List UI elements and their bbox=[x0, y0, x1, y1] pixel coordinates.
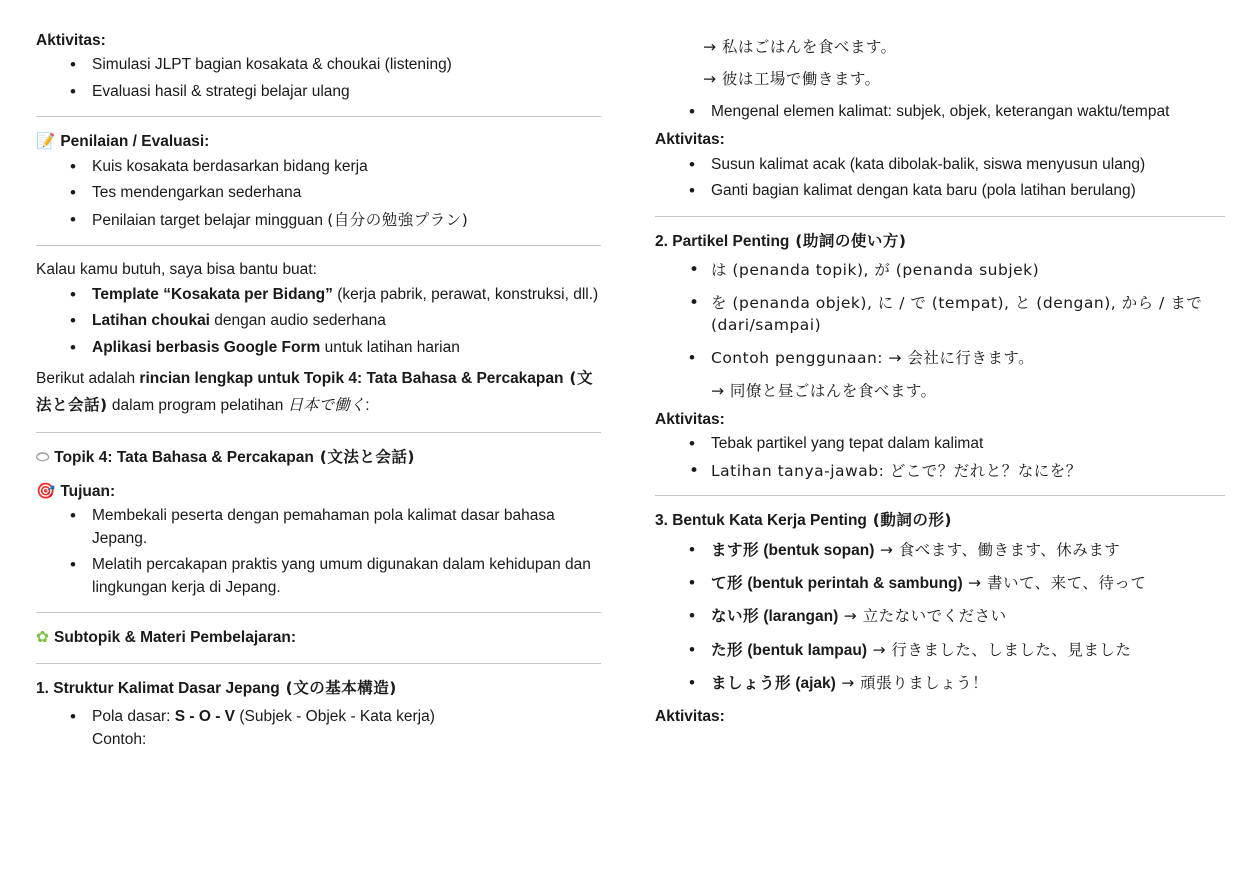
section-1-title-jp: (文の基本構造) bbox=[279, 678, 397, 697]
berikut-mid: dalam program pelatihan bbox=[107, 397, 288, 415]
list-item: • は (penanda topik), が (penanda subjek) bbox=[689, 259, 1225, 281]
topik-heading bbox=[36, 446, 601, 469]
topik-heading-label: Topik 4: Tata Bahasa & Percakapan bbox=[54, 449, 314, 467]
list-item-text: Penilaian target belajar mingguan bbox=[92, 211, 328, 229]
aktivitas-heading-2: Aktivitas: bbox=[655, 410, 725, 428]
verb-form-label: (ajak) bbox=[791, 675, 836, 693]
section-2-title bbox=[655, 230, 1225, 253]
section-1-title-label: 1. Struktur Kalimat Dasar Jepang bbox=[36, 679, 280, 697]
verb-form-label: (bentuk sopan) bbox=[759, 541, 875, 559]
aktivitas-list bbox=[36, 54, 601, 103]
list-item: • Melatih percakapan praktis yang umum digunakan dalam kehidupan dan lingkungan kerja di Jepang. bbox=[70, 554, 601, 599]
tujuan-heading bbox=[36, 480, 601, 503]
berikut-bold-jp: (文法と会話) bbox=[36, 369, 593, 415]
elemen-list bbox=[655, 101, 1225, 123]
left-column bbox=[0, 0, 625, 873]
section-3-title-label: 3. Bentuk Kata Kerja Penting bbox=[655, 512, 867, 530]
verb-form-label: (bentuk lampau) bbox=[743, 641, 868, 659]
tujuan-heading-label: Tujuan: bbox=[60, 482, 116, 500]
list-item bbox=[689, 672, 1225, 695]
aktivitas-list-1 bbox=[655, 154, 1225, 203]
section-2-title-label: 2. Partikel Penting bbox=[655, 232, 790, 250]
section-3-title bbox=[655, 509, 1225, 532]
subtopik-heading bbox=[36, 626, 601, 649]
offer-item-bold: Aplikasi berbasis Google Form bbox=[92, 338, 321, 356]
verb-form-examples: → 立たないでください bbox=[838, 607, 1007, 626]
divider bbox=[36, 663, 601, 664]
verb-form-jp: ます形 bbox=[711, 540, 760, 559]
penilaian-list bbox=[36, 156, 601, 232]
list-item: • Membekali peserta dengan pemahaman pola kalimat dasar bahasa Jepang. bbox=[70, 505, 601, 550]
list-item: • Kuis kosakata berdasarkan bidang kerja bbox=[70, 156, 601, 178]
list-item bbox=[689, 639, 1225, 662]
example-line-2: → 彼は工場で働きます。 bbox=[703, 70, 881, 89]
penilaian-heading bbox=[36, 130, 601, 153]
list-item bbox=[70, 310, 601, 332]
list-item bbox=[689, 572, 1225, 595]
divider bbox=[36, 432, 601, 433]
verb-form-examples: → 書いて、来て、待って bbox=[962, 573, 1147, 592]
japanese-text: (自分の勉強プラン) bbox=[327, 210, 469, 229]
right-column bbox=[625, 0, 1251, 873]
list-item: • Simulasi JLPT bagian kosakata & choukai (listening) bbox=[70, 54, 601, 76]
verb-form-jp: て形 bbox=[711, 573, 744, 592]
aktivitas-heading-3: Aktivitas: bbox=[655, 707, 725, 725]
berikut-paragraph bbox=[36, 365, 601, 419]
penilaian-heading-label: Penilaian / Evaluasi: bbox=[60, 133, 210, 151]
aktivitas-list-2 bbox=[655, 433, 1225, 482]
sub-example: → 同僚と昼ごはんを食べます。 bbox=[711, 382, 937, 401]
subtopik-heading-label: Subtopik & Materi Pembelajaran: bbox=[54, 629, 297, 647]
verb-form-jp: ましょう形 bbox=[711, 674, 792, 693]
list-item: • Susun kalimat acak (kata dibolak-balik, siswa menyusun ulang) bbox=[689, 154, 1225, 176]
list-item-text: Contoh penggunaan: → 会社に行きます。 bbox=[711, 348, 1035, 367]
example-line-1: → 私はごはんを食べます。 bbox=[703, 38, 897, 56]
section-1-title bbox=[36, 677, 601, 700]
pola-dasar-rest: (Subjek - Objek - Kata kerja) bbox=[235, 708, 435, 726]
flower-icon: ✿ bbox=[36, 628, 49, 647]
contoh-label: Contoh: bbox=[92, 730, 147, 748]
offer-item-rest: (kerja pabrik, perawat, konstruksi, dll.) bbox=[332, 285, 599, 303]
memo-icon: 📝 bbox=[36, 132, 56, 151]
offer-item-bold: Template “Kosakata per Bidang” bbox=[92, 285, 333, 303]
aktivitas-heading: Aktivitas: bbox=[36, 32, 106, 49]
verb-form-jp: た形 bbox=[711, 640, 744, 659]
list-item bbox=[70, 706, 601, 751]
list-item: • Mengenal elemen kalimat: subjek, objek, keterangan waktu/tempat bbox=[689, 101, 1225, 123]
verb-form-examples: → 行きました、しました、見ました bbox=[867, 640, 1132, 659]
section-1-list bbox=[36, 706, 601, 751]
section-2-list bbox=[655, 259, 1225, 402]
list-item bbox=[70, 284, 601, 306]
aktivitas-heading-1: Aktivitas: bbox=[655, 131, 725, 149]
berikut-bold: rincian lengkap untuk Topik 4: Tata Bahasa & Percakapan bbox=[139, 370, 564, 388]
divider bbox=[655, 216, 1225, 217]
list-item bbox=[689, 347, 1225, 370]
list-item: • Tes mendengarkan sederhana bbox=[70, 182, 601, 204]
berikut-end: : bbox=[365, 397, 370, 415]
verb-form-examples: → 頑張りましょう！ bbox=[835, 674, 989, 693]
divider bbox=[36, 612, 601, 613]
list-item: • Ganti bagian kalimat dengan kata baru (pola latihan berulang) bbox=[689, 180, 1225, 202]
list-item: • Latihan tanya-jawab: どこで？だれと？なにを？ bbox=[689, 460, 1225, 482]
list-item bbox=[70, 337, 601, 359]
section-3-list bbox=[655, 539, 1225, 696]
offer-item-rest: untuk latihan harian bbox=[320, 338, 460, 356]
list-item bbox=[689, 605, 1225, 628]
tujuan-list bbox=[36, 505, 601, 599]
offer-intro: Kalau kamu butuh, saya bisa bantu buat: bbox=[36, 261, 317, 279]
divider bbox=[36, 245, 601, 246]
pola-dasar-pre: Pola dasar: bbox=[92, 708, 175, 726]
list-item bbox=[70, 209, 601, 232]
list-item bbox=[689, 539, 1225, 562]
offer-item-rest: dengan audio sederhana bbox=[210, 312, 386, 330]
list-item: • Evaluasi hasil & strategi belajar ulang bbox=[70, 81, 601, 103]
pola-dasar-bold: S - O - V bbox=[174, 708, 236, 726]
berikut-jp-italic: 日本で働く bbox=[287, 396, 366, 415]
verb-form-examples: → 食べます、働きます、休みます bbox=[874, 540, 1121, 559]
divider bbox=[36, 116, 601, 117]
list-item: • Tebak partikel yang tepat dalam kalimat bbox=[689, 433, 1225, 455]
divider bbox=[655, 495, 1225, 496]
verb-form-label: (larangan) bbox=[759, 608, 839, 626]
verb-form-jp: ない形 bbox=[711, 607, 760, 626]
list-item: • を (penanda objek), に / で (tempat), と (dengan), から / まで (dari/sampai) bbox=[689, 292, 1225, 337]
section-2-title-jp: (助詞の使い方) bbox=[789, 231, 907, 250]
berikut-pre: Berikut adalah bbox=[36, 370, 140, 388]
circle-icon: ⬭ bbox=[36, 448, 50, 467]
offer-item-bold: Latihan choukai bbox=[92, 312, 210, 330]
offer-list bbox=[36, 284, 601, 359]
section-3-title-jp: (動詞の形) bbox=[866, 511, 952, 530]
topik-heading-jp: (文法と会話) bbox=[313, 448, 415, 467]
verb-form-label: (bentuk perintah & sambung) bbox=[743, 574, 963, 592]
target-icon: 🎯 bbox=[36, 481, 56, 500]
